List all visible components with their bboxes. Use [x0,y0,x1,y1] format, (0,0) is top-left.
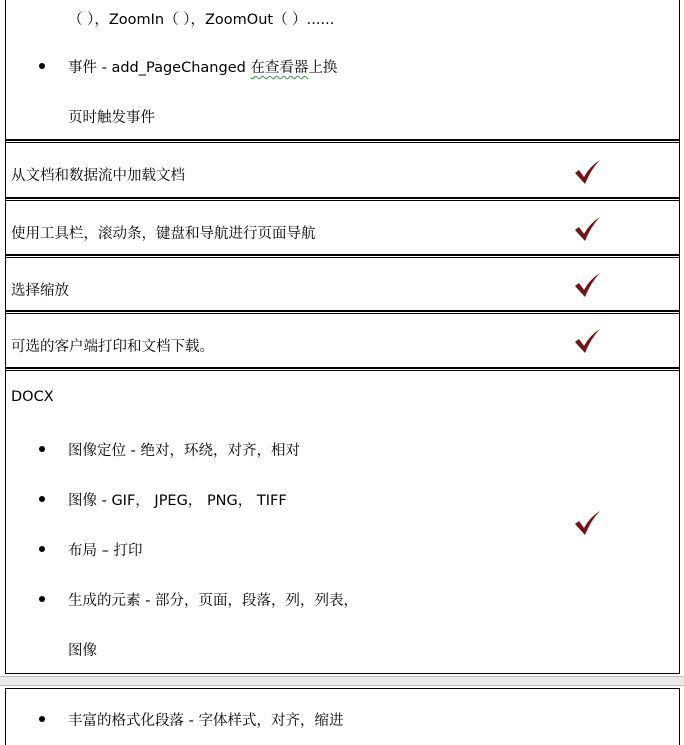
bullet-dot-icon [39,546,45,552]
feature-table-next-page [5,688,680,745]
bullet-dot-icon [39,716,45,722]
feature-label: 选择缩放 [11,283,69,299]
list-item-text: 图像定位 - 绝对，环绕，对齐，相对 [68,443,300,459]
spellcheck-word: 在查看器 [250,60,309,76]
feature-label: 从文档和数据流中加载文档 [11,168,185,184]
checkmark-icon [573,159,601,185]
list-item [39,489,287,510]
table-row [6,255,679,311]
event-continuation: 页时触发事件 [68,110,155,126]
table-row [6,198,679,255]
feature-table-top [5,0,680,140]
list-item-text: 图像 - GIF， JPEG， PNG， TIFF [68,493,287,509]
feature-label: 使用工具栏，滚动条，键盘和导航进行页面导航 [11,226,316,242]
list-item [39,56,337,77]
checkmark-icon [573,216,601,242]
table-row [6,311,679,368]
list-item [39,439,300,460]
checkmark-icon [573,328,601,354]
list-item-text: 生成的元素 - 部分，页面，段落，列，列表， [68,593,358,609]
bullet-dot-icon [39,496,45,502]
viewer-api-cell [6,0,679,140]
list-item [39,539,142,560]
bullet-dot-icon [39,63,45,69]
bullet-dot-icon [39,596,45,602]
list-item-text: 布局 – 打印 [68,543,143,559]
event-text-prefix: 事件 - add_PageChanged [68,60,251,76]
table-row [6,140,679,198]
list-item-text: 丰富的格式化段落 - 字体样式，对齐，缩进 [68,713,344,729]
list-item-continuation: 图像 [68,643,97,659]
list-item [39,709,343,730]
page-break [0,676,684,686]
event-text-suffix: 上换 [308,60,338,76]
bullet-dot-icon [39,446,45,452]
feature-label: 可选的客户端打印和文档下载。 [11,339,214,355]
table-row-docx [6,368,679,674]
checkmark-icon [573,510,601,536]
api-methods-line: （ ），ZoomIn（ ），ZoomOut（ ）...... [68,12,335,28]
format-title: DOCX [11,389,54,405]
feature-table [5,140,680,674]
checkmark-icon [573,272,601,298]
list-item [39,589,358,610]
